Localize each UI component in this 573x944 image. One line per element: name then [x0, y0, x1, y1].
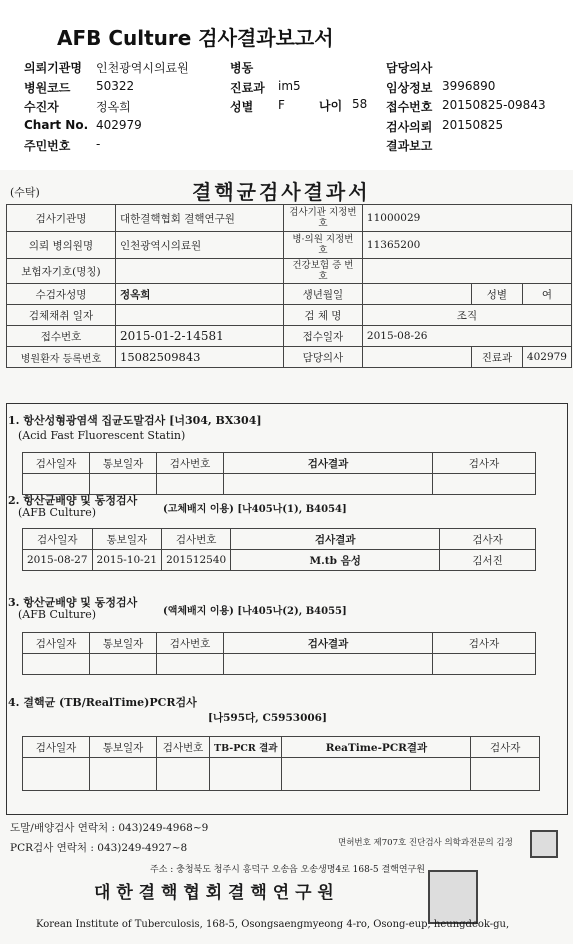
inst-label: 검사기관명 — [7, 205, 116, 232]
section-1-table — [22, 452, 536, 495]
header-value: - — [96, 137, 101, 151]
ins-label: 보험자기호(명칭) — [7, 259, 116, 284]
name-label: 수검자성명 — [7, 284, 116, 305]
header-label: 수진자 — [24, 100, 59, 114]
header-value: 20150825-09843 — [442, 98, 546, 112]
doctor-label: 담당의사 — [283, 347, 362, 368]
birth-value — [362, 284, 471, 305]
culture-no: 201512540 — [162, 550, 231, 571]
institute-seal-icon — [428, 870, 478, 924]
consign-tag: (수탁) — [10, 186, 40, 199]
reg-value: 15082509843 — [116, 347, 284, 368]
dept-label: 진료과 — [471, 347, 522, 368]
col-notify: 통보일자 — [90, 737, 157, 758]
inst-no-value: 11000029 — [362, 205, 571, 232]
scanned-result-document — [0, 170, 573, 944]
col-tester: 검사자 — [440, 529, 536, 550]
col-tester: 검사자 — [471, 737, 540, 758]
header-label: 주민번호 — [24, 139, 71, 153]
col-date: 검사일자 — [23, 529, 93, 550]
dept-value: 402979 — [522, 347, 571, 368]
reg-label: 병원환자 등록번호 — [7, 347, 116, 368]
report-title: AFB Culture 검사결과보고서 — [57, 26, 334, 50]
header-value: 정옥희 — [96, 100, 131, 114]
license-text: 면허번호 제707호 진단검사 의학과전문의 김정 — [338, 838, 513, 848]
culture-tester: 김서진 — [440, 550, 536, 571]
section-4-code: [나595다, C5953006] — [208, 712, 327, 724]
ins-value — [116, 259, 284, 284]
address-text: 주소 : 충청북도 청주시 흥덕구 오송읍 오송생명4로 168-5 결핵연구원 — [150, 865, 425, 875]
sex-value: 여 — [522, 284, 571, 305]
org-name: 대 한 결 핵 협 회 결 핵 연 구 원 — [94, 883, 334, 903]
section-3-table — [22, 632, 536, 675]
specimen-value: 조직 — [362, 305, 571, 326]
culture-notify: 2015-10-21 — [92, 550, 162, 571]
header-label: 임상정보 — [386, 80, 433, 95]
collect-label: 검체채취 일자 — [7, 305, 116, 326]
culture-result: M.tb 음성 — [231, 550, 440, 571]
inst-no-label: 검사기관 지정번호 — [283, 205, 362, 232]
col-result: 검사결과 — [224, 633, 433, 654]
col-tester: 검사자 — [433, 453, 536, 474]
col-notify: 통보일자 — [90, 453, 157, 474]
header-label: 병원코드 — [24, 80, 71, 95]
ins-no-value — [362, 259, 571, 284]
header-label: 결과보고 — [386, 139, 433, 153]
patient-info-table — [6, 204, 572, 368]
recv-no-label: 접수번호 — [7, 326, 116, 347]
req-no-label: 병·의원 지정번호 — [283, 232, 362, 259]
header-value: im5 — [278, 78, 301, 93]
col-date: 검사일자 — [23, 633, 90, 654]
contact-smear: 도말/배양검사 연락처 : 043)249-4968~9 — [10, 822, 209, 834]
name-value: 정옥희 — [116, 284, 284, 305]
header-value: 3996890 — [442, 78, 496, 93]
section-2-code: (고체배지 이용) [나405나(1), B4054] — [163, 504, 347, 515]
header-label: 검사의뢰 — [386, 119, 433, 134]
recv-date-label: 접수일자 — [283, 326, 362, 347]
recv-no-value: 2015-01-2-14581 — [116, 326, 284, 347]
section-2-title: 2. 항산균배양 및 동정검사 — [8, 494, 138, 507]
col-result: 검사결과 — [231, 529, 440, 550]
header-value: 402979 — [96, 117, 142, 132]
req-no-value: 11365200 — [362, 232, 571, 259]
col-date: 검사일자 — [23, 453, 90, 474]
recv-date-value: 2015-08-26 — [362, 326, 571, 347]
section-3-title: 3. 항산균배양 및 동정검사 — [8, 596, 138, 609]
col-no: 검사번호 — [162, 529, 231, 550]
section-2-sub: (AFB Culture) — [18, 506, 97, 519]
col-no: 검사번호 — [157, 737, 210, 758]
section-2-table — [22, 528, 536, 571]
col-no: 검사번호 — [157, 633, 224, 654]
birth-label: 생년월일 — [283, 284, 362, 305]
header-label: Chart No. — [24, 117, 89, 132]
inst-value: 대한결핵협회 결핵연구원 — [116, 205, 284, 232]
section-4-title: 4. 결핵균 (TB/RealTime)PCR검사 — [8, 696, 197, 709]
specimen-label: 검 체 명 — [283, 305, 362, 326]
section-3-code: (액체배지 이용) [나405나(2), B4055] — [163, 606, 347, 617]
document-title: 결핵균검사결과서 — [192, 180, 371, 204]
english-address: Korean Institute of Tuberculosis, 168-5, Osongsaengmyeong 4-ro, Osong-eup, heungdeok-gu, — [36, 919, 510, 930]
col-result: 검사결과 — [224, 453, 433, 474]
col-notify: 통보일자 — [90, 633, 157, 654]
age-label: 나이 — [319, 99, 343, 113]
header-value: 20150825 — [442, 117, 504, 132]
doctor-seal-icon — [530, 830, 558, 858]
doctor-value — [362, 347, 471, 368]
col-tbpcr: TB-PCR 결과 — [210, 737, 282, 758]
header-label: 병동 — [230, 61, 254, 75]
req-value: 인천광역시의료원 — [116, 232, 284, 259]
section-1-title: 1. 항산성형광염색 집균도말검사 [너304, BX304] — [8, 414, 262, 427]
header-label: 담당의사 — [386, 61, 433, 75]
header-label: 의뢰기관명 — [24, 61, 82, 75]
header-value: 50322 — [96, 78, 135, 93]
culture-date: 2015-08-27 — [23, 550, 93, 571]
col-tester: 검사자 — [433, 633, 536, 654]
age-value: 58 — [352, 97, 368, 111]
col-rtpcr: ReaTime-PCR결과 — [282, 737, 471, 758]
header-label: 접수번호 — [386, 100, 433, 114]
collect-value — [116, 305, 284, 326]
req-label: 의뢰 병의원명 — [7, 232, 116, 259]
ins-no-label: 건강보험 증 번 호 — [283, 259, 362, 284]
section-4-table — [22, 736, 540, 791]
col-no: 검사번호 — [157, 453, 224, 474]
col-notify: 통보일자 — [92, 529, 162, 550]
section-3-sub: (AFB Culture) — [18, 608, 97, 621]
sex-label: 성별 — [471, 284, 522, 305]
header-label: 성별 — [230, 100, 254, 114]
header-value: 인천광역시의료원 — [96, 61, 189, 75]
header-value: F — [278, 98, 285, 112]
section-1-sub: (Acid Fast Fluorescent Statin) — [18, 429, 186, 442]
col-date: 검사일자 — [23, 737, 90, 758]
header-label: 진료과 — [230, 80, 265, 95]
contact-pcr: PCR검사 연락처 : 043)249-4927~8 — [10, 842, 188, 854]
